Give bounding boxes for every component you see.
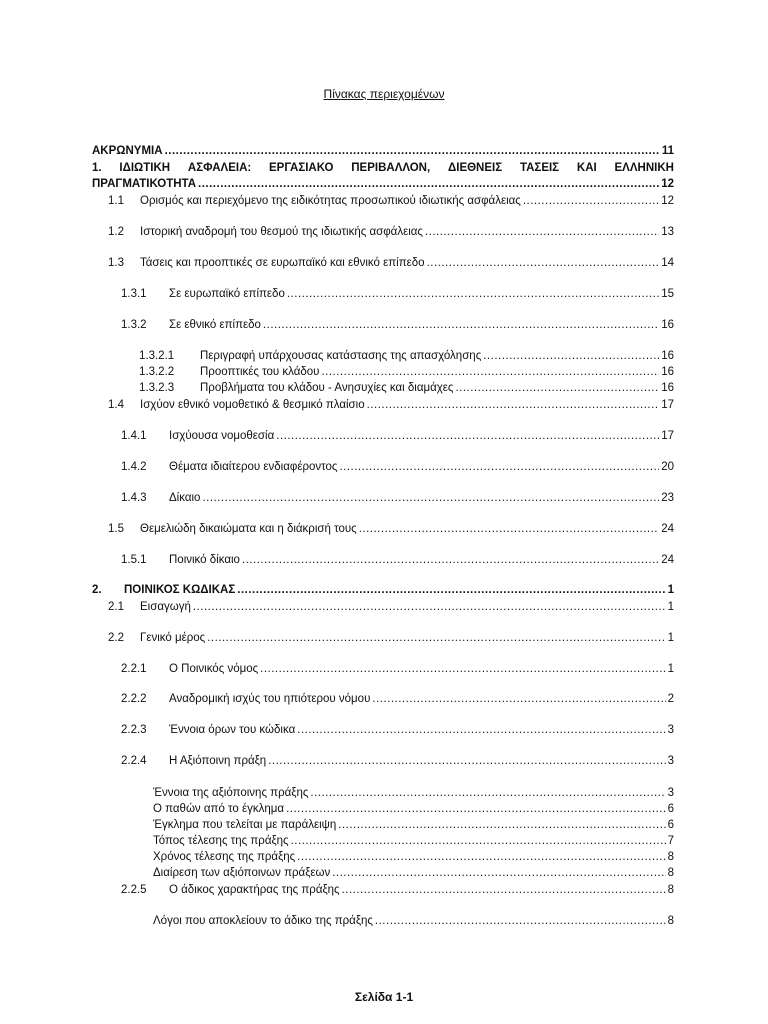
toc-entry[interactable] xyxy=(153,801,674,817)
toc-entry-page: 15 xyxy=(661,288,674,300)
toc-entry-page: 16 xyxy=(661,350,674,362)
toc-entry-page: 13 xyxy=(661,226,674,238)
toc-entry-number: 1.4.2 xyxy=(121,461,147,473)
toc-entry-number: 1.5 xyxy=(108,523,124,535)
dot-leader xyxy=(276,428,659,444)
toc-entry[interactable] xyxy=(121,459,674,475)
toc-entry-title: Δίκαιο xyxy=(169,492,201,504)
dot-leader xyxy=(321,364,659,380)
toc-entry-number: 1.3 xyxy=(108,257,124,269)
toc-entry-title: Έγκλημα που τελείται με παράλειψη xyxy=(153,819,337,831)
toc-entry-title-word: ΕΡΓΑΣΙΑΚΟ xyxy=(269,162,334,174)
dot-leader xyxy=(372,691,665,707)
toc-entry-page: 14 xyxy=(661,257,674,269)
dot-leader xyxy=(165,143,660,159)
toc-entry-page: 24 xyxy=(661,523,674,535)
dot-leader xyxy=(263,317,659,333)
toc-entry-page: 24 xyxy=(661,554,674,566)
toc-entry[interactable] xyxy=(139,348,674,364)
dot-leader xyxy=(339,459,659,475)
toc-entry-title-word: ΕΛΛΗΝΙΚΗ xyxy=(614,162,674,174)
dot-leader xyxy=(268,753,665,769)
toc-entry-title: Ο άδικος χαρακτήρας της πράξης xyxy=(169,884,340,896)
toc-entry[interactable] xyxy=(108,630,674,646)
toc-entry[interactable] xyxy=(153,913,674,929)
toc-entry-page: 17 xyxy=(661,399,674,411)
toc-entry-number: 1. xyxy=(92,162,102,174)
toc-entry-page: 23 xyxy=(661,492,674,504)
toc-entry[interactable] xyxy=(121,286,674,302)
dot-leader xyxy=(287,286,659,302)
dot-leader xyxy=(310,785,665,801)
toc-entry[interactable] xyxy=(121,722,674,738)
toc-entry[interactable] xyxy=(153,865,674,881)
toc-entry-title: Έννοια της αξιόποινης πράξης xyxy=(153,787,309,799)
dot-leader xyxy=(359,521,660,537)
dot-leader xyxy=(375,913,666,929)
toc-entry-chapter-1[interactable] xyxy=(92,160,674,176)
toc-entry-acronyms[interactable] xyxy=(92,143,674,159)
toc-entry-page: 8 xyxy=(667,867,674,879)
toc-entry-page: 2 xyxy=(667,693,674,705)
toc-entry-number: 2.2.4 xyxy=(121,755,147,767)
dot-leader xyxy=(338,817,665,833)
toc-entry-title-word: ΚΑΙ xyxy=(576,162,597,174)
toc-entry-title: Εισαγωγή xyxy=(140,601,191,613)
toc-entry-page: 3 xyxy=(667,787,674,799)
toc-entry-title: Χρόνος τέλεσης της πράξης xyxy=(153,851,296,863)
toc-entry-number: 1.1 xyxy=(108,195,124,207)
toc-entry-page: 20 xyxy=(661,461,674,473)
toc-entry-number: 1.4.3 xyxy=(121,492,147,504)
toc-entry-title: Η Αξιόποινη πράξη xyxy=(169,755,267,767)
toc-entry-page: 8 xyxy=(667,884,674,896)
toc-entry-number: 1.5.1 xyxy=(121,554,147,566)
dot-leader xyxy=(202,490,659,506)
toc-entry-page: 8 xyxy=(667,915,674,927)
toc-entry-title: Ορισμός και περιεχόμενο της ειδικότητας προσωπικού ιδιωτικής ασφάλειας xyxy=(140,195,521,207)
toc-entry-title: Αναδρομική ισχύς του ηπιότερου νόμου xyxy=(169,693,371,705)
dot-leader xyxy=(425,224,659,240)
toc-entry-page: 1 xyxy=(667,663,674,675)
toc-entry[interactable] xyxy=(121,490,674,506)
dot-leader xyxy=(286,801,666,817)
toc-entry[interactable] xyxy=(121,691,674,707)
toc-entry-title: Σε ευρωπαϊκό επίπεδο xyxy=(169,288,285,300)
toc-entry-title: Προοπτικές του κλάδου xyxy=(200,366,320,378)
dot-leader xyxy=(242,552,659,568)
toc-entry-title-word: ΔΙΕΘΝΕΙΣ xyxy=(447,162,503,174)
toc-entry[interactable] xyxy=(121,428,674,444)
toc-entry-number: 2.2 xyxy=(108,632,124,644)
dot-leader xyxy=(483,348,659,364)
toc-entry-title: Ιστορική αναδρομή του θεσμού της ιδιωτικής ασφάλειας xyxy=(140,226,423,238)
toc-entry[interactable] xyxy=(153,833,674,849)
dot-leader xyxy=(332,865,665,881)
toc-entry-title-word: ΠΕΡΙΒΑΛΛΟΝ, xyxy=(351,162,431,174)
dot-leader xyxy=(297,849,665,865)
toc-entry-title: Ο παθών από το έγκλημα xyxy=(153,803,285,815)
toc-entry[interactable] xyxy=(121,882,674,898)
toc-entry-title: Ισχύουσα νομοθεσία xyxy=(169,430,275,442)
toc-entry-title: ΠΡΑΓΜΑΤΙΚΟΤΗΤΑ xyxy=(92,178,197,190)
toc-entry-number: 2.2.2 xyxy=(121,693,147,705)
toc-entry-page: 7 xyxy=(667,835,674,847)
toc-entry[interactable] xyxy=(108,193,674,209)
toc-entry[interactable] xyxy=(121,552,674,568)
toc-entry-title: ΑΚΡΩΝΥΜΙΑ xyxy=(92,145,163,157)
toc-entry-page: 12 xyxy=(661,195,674,207)
toc-entry[interactable] xyxy=(108,599,674,615)
toc-entry-page: 17 xyxy=(661,430,674,442)
dot-leader xyxy=(291,833,666,849)
toc-entry-title: Έννοια όρων του κώδικα xyxy=(169,724,296,736)
toc-entry-number: 2. xyxy=(92,584,102,596)
toc-entry-title: Θεμελιώδη δικαιώματα και η διάκρισή τους xyxy=(140,523,357,535)
toc-entry[interactable] xyxy=(153,785,674,801)
toc-entry-chapter-1-continued[interactable] xyxy=(92,176,674,192)
toc-entry[interactable] xyxy=(139,364,674,380)
toc-entry[interactable] xyxy=(121,753,674,769)
dot-leader xyxy=(367,397,660,413)
dot-leader xyxy=(523,193,659,209)
toc-entry-page: 11 xyxy=(661,145,674,157)
toc-entry-number: 2.2.3 xyxy=(121,724,147,736)
toc-entry-title: Τόπος τέλεσης της πράξης xyxy=(153,835,289,847)
toc-entry-number: 1.4.1 xyxy=(121,430,147,442)
toc-entry-title-word: ΤΑΣΕΙΣ xyxy=(519,162,560,174)
page-title: Πίνακας περιεχομένων xyxy=(323,87,445,101)
toc-entry-page: 6 xyxy=(667,803,674,815)
toc-entry[interactable] xyxy=(139,380,674,396)
toc-entry-number: 1.3.2 xyxy=(121,319,147,331)
toc-entry-number: 1.3.2.3 xyxy=(139,382,175,394)
toc-entry-title: Ο Ποινικός νόμος xyxy=(169,663,259,675)
page-footer: Σελίδα 1-1 xyxy=(354,990,414,1004)
toc-entry[interactable] xyxy=(108,397,674,413)
dot-leader xyxy=(260,661,665,677)
toc-entry[interactable] xyxy=(108,224,674,240)
toc-entry[interactable] xyxy=(121,317,674,333)
toc-entry-page: 16 xyxy=(661,366,674,378)
toc-entry-title: Σε εθνικό επίπεδο xyxy=(169,319,261,331)
toc-entry-page: 3 xyxy=(667,755,674,767)
toc-entry-page: 16 xyxy=(661,319,674,331)
toc-entry-title: Προβλήματα του κλάδου - Ανησυχίες και διαμάχες xyxy=(200,382,454,394)
toc-entry[interactable] xyxy=(108,255,674,271)
dot-leader xyxy=(207,630,665,646)
toc-entry-title-word: ΑΣΦΑΛΕΙΑ: xyxy=(187,162,252,174)
toc-entry[interactable] xyxy=(121,661,674,677)
dot-leader xyxy=(193,599,666,615)
toc-entry-number: 1.3.1 xyxy=(121,288,147,300)
toc-entry-page: 1 xyxy=(667,632,674,644)
toc-entry-title: Ισχύον εθνικό νομοθετικό & θεσμικό πλαίσιο xyxy=(140,399,365,411)
dot-leader xyxy=(198,176,659,192)
toc-entry-chapter-2[interactable] xyxy=(92,582,674,598)
toc-entry-page: 8 xyxy=(667,851,674,863)
toc-entry-title: Θέματα ιδιαίτερου ενδιαφέροντος xyxy=(169,461,338,473)
toc-entry-page: 16 xyxy=(661,382,674,394)
toc-entry-title: Περιγραφή υπάρχουσας κατάστασης της απασχόλησης xyxy=(200,350,482,362)
dot-leader xyxy=(297,722,665,738)
toc-entry-number: 1.4 xyxy=(108,399,124,411)
toc-entry-number: 2.2.1 xyxy=(121,663,147,675)
toc-entry-number: 1.2 xyxy=(108,226,124,238)
dot-leader xyxy=(427,255,660,271)
toc-entry-page: 6 xyxy=(667,819,674,831)
toc-entry-title: Γενικό μέρος xyxy=(140,632,206,644)
toc-entry-title: ΠΟΙΝΙΚΟΣ ΚΩΔΙΚΑΣ xyxy=(124,584,236,596)
toc-entry-number: 1.3.2.2 xyxy=(139,366,175,378)
toc-entry-title: Διαίρεση των αξιόποινων πράξεων xyxy=(153,867,331,879)
dot-leader xyxy=(455,380,659,396)
toc-entry-title: Λόγοι που αποκλείουν το άδικο της πράξης xyxy=(153,915,373,927)
toc-entry-page: 3 xyxy=(667,724,674,736)
toc-entry-title: Ποινικό δίκαιο xyxy=(169,554,240,566)
toc-entry-number: 1.3.2.1 xyxy=(139,350,175,362)
toc-entry-number: 2.2.5 xyxy=(121,884,147,896)
toc-entry-page: 1 xyxy=(667,601,674,613)
toc-entry[interactable] xyxy=(153,849,674,865)
dot-leader xyxy=(237,582,665,598)
toc-entry[interactable] xyxy=(108,521,674,537)
toc-entry-title: Τάσεις και προοπτικές σε ευρωπαϊκό και εθνικό επίπεδο xyxy=(140,257,425,269)
toc-entry-number: 2.1 xyxy=(108,601,124,613)
toc-entry[interactable] xyxy=(153,817,674,833)
toc-entry-page: 1 xyxy=(667,584,674,596)
toc-entry-title-word: ΙΔΙΩΤΙΚΗ xyxy=(119,162,171,174)
dot-leader xyxy=(342,882,666,898)
toc-entry-page: 12 xyxy=(661,178,674,190)
